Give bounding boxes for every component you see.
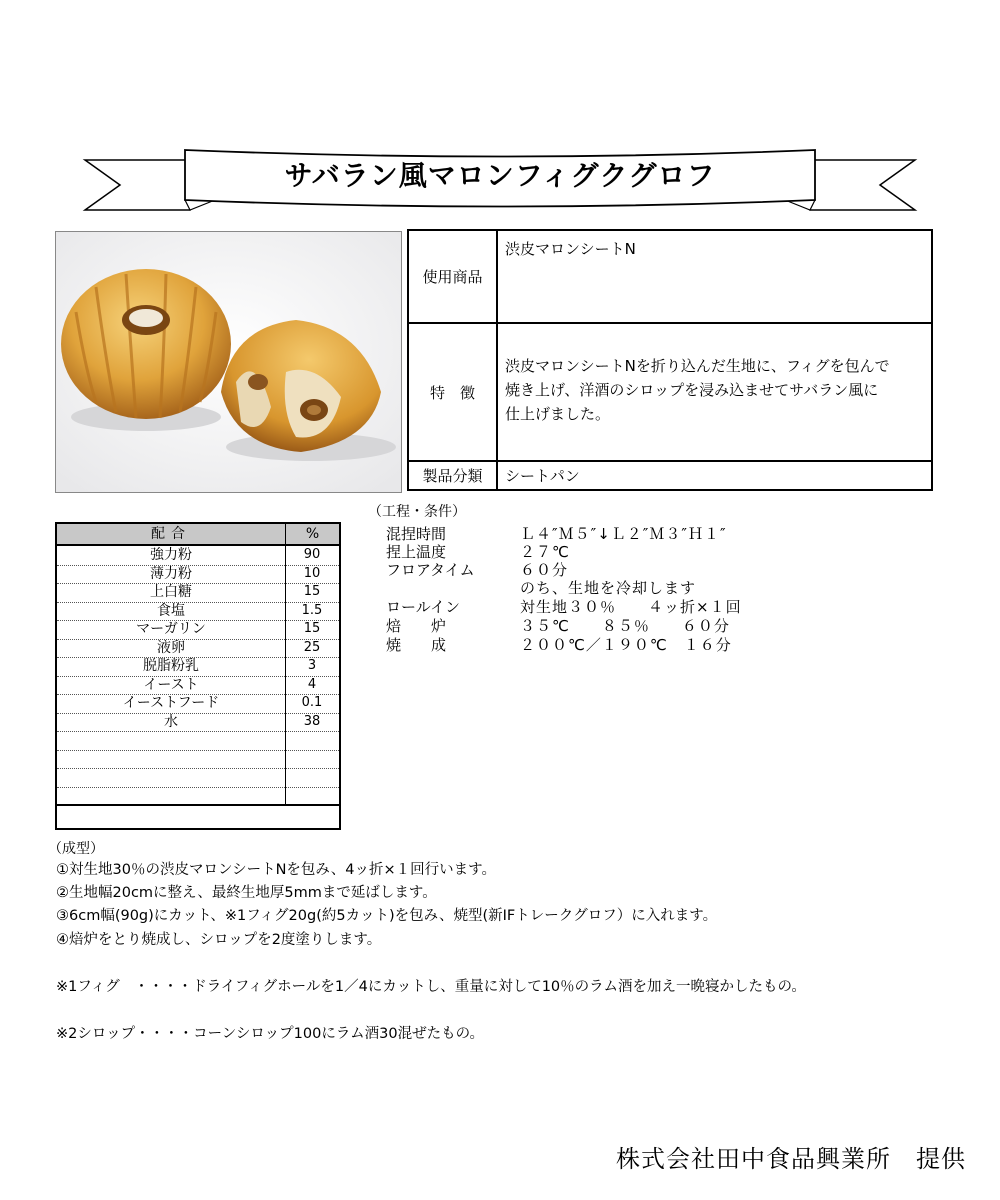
ingredient-pct: 1.5 xyxy=(301,602,323,618)
recipe-header xyxy=(57,524,339,546)
feature-line: 仕上げました。 xyxy=(505,405,611,423)
ingredient-name: マーガリン xyxy=(136,621,206,637)
category-row xyxy=(409,462,931,489)
recipe-footer xyxy=(57,804,339,806)
table-row xyxy=(57,602,339,622)
table-row xyxy=(57,620,339,640)
process-label: ロールイン xyxy=(386,598,460,616)
ingredient-name: イースト xyxy=(143,676,199,693)
ingredient-pct: 90 xyxy=(303,547,321,562)
table-row xyxy=(57,676,339,696)
process-label: 混捏時間 xyxy=(386,525,447,543)
table-row xyxy=(57,713,339,733)
process-label: 焙 炉 xyxy=(386,617,447,635)
ingredient-pct: 15 xyxy=(303,584,321,599)
process-value: ２００℃／１９０℃ １６分 xyxy=(520,636,732,654)
process-label: 捏上温度 xyxy=(386,543,447,561)
table-row xyxy=(57,565,339,585)
process-value: Ｌ４″Ｍ５″↓Ｌ２″Ｍ３″Ｈ１″ xyxy=(520,525,727,543)
recipe-table xyxy=(55,522,341,830)
feature-row xyxy=(409,324,931,462)
table-row xyxy=(57,546,339,566)
ingredient-pct: 4 xyxy=(307,676,317,692)
process-value: ６０分 xyxy=(520,561,569,579)
table-row-empty xyxy=(57,731,339,751)
ingredient-name: 強力粉 xyxy=(150,547,192,563)
table-row xyxy=(57,639,339,659)
process-value: のち、生地を冷却します xyxy=(520,579,697,597)
table-row xyxy=(57,694,339,714)
process-label: 焼 成 xyxy=(386,636,447,654)
forming-note: ※1フィグ ・・・・ドライフィグホールを1／4にカットし、重量に対して10％のラム酒を加え一晩寝かしたもの。 xyxy=(56,979,806,995)
product-value: 渋皮マロンシートN xyxy=(505,240,636,258)
table-row-empty xyxy=(57,750,339,770)
forming-step: ④焙炉をとり焼成し、シロップを2度塗りします。 xyxy=(56,932,382,948)
process-value: ２７℃ xyxy=(520,543,570,561)
feature-line: 渋皮マロンシートNを折り込んだ生地に、フィグを包んで xyxy=(505,357,890,375)
product-photo xyxy=(55,231,402,493)
ingredient-pct: 0.1 xyxy=(301,695,323,710)
feature-line: 焼き上げ、洋酒のシロップを浸み込ませてサバラン風に xyxy=(505,381,879,399)
product-row xyxy=(409,231,931,324)
page-title: サバラン風マロンフィグクグロフ xyxy=(284,159,716,192)
forming-step: ①対生地30％の渋皮マロンシートNを包み、4ッ折×１回行います。 xyxy=(56,862,497,878)
ingredient-pct: 3 xyxy=(307,658,317,673)
ingredient-pct: 38 xyxy=(303,713,321,729)
table-row xyxy=(57,657,339,677)
feature-text xyxy=(505,354,925,426)
credit-text: 株式会社田中食品興業所 提供 xyxy=(616,1145,966,1173)
category-label: 製品分類 xyxy=(409,462,498,489)
ingredient-pct: 10 xyxy=(303,565,321,581)
ingredient-name: 水 xyxy=(164,713,178,730)
process-value: ３５℃ ８５％ ６０分 xyxy=(520,617,730,635)
product-info-table xyxy=(407,229,933,491)
recipe-header-pct: % xyxy=(285,524,339,544)
process-title: （工程・条件） xyxy=(368,504,466,520)
process-value: 対生地３０％ ４ッ折×１回 xyxy=(520,598,742,616)
ingredient-name: イーストフード xyxy=(122,695,220,711)
process-label: フロアタイム xyxy=(386,561,475,579)
table-row-empty xyxy=(57,768,339,788)
ingredient-name: 脱脂粉乳 xyxy=(143,658,199,674)
feature-label: 特 徴 xyxy=(409,324,498,460)
ingredient-pct: 25 xyxy=(303,639,321,655)
category-value: シートパン xyxy=(505,467,580,485)
ingredient-name: 上白糖 xyxy=(150,584,192,600)
recipe-header-name: 配合 xyxy=(151,526,191,542)
forming-title: （成型） xyxy=(48,841,104,857)
ingredient-pct: 15 xyxy=(303,621,321,636)
forming-step: ②生地幅20cmに整え、最終生地厚5mmまで延ばします。 xyxy=(56,885,437,901)
product-label: 使用商品 xyxy=(409,231,498,322)
ingredient-name: 液卵 xyxy=(157,639,185,656)
forming-note: ※2シロップ・・・・コーンシロップ100にラム酒30混ぜたもの。 xyxy=(56,1026,485,1042)
table-row xyxy=(57,583,339,603)
ingredient-name: 食塩 xyxy=(157,602,185,619)
table-row-empty xyxy=(57,787,339,806)
ingredient-name: 薄力粉 xyxy=(150,565,192,582)
forming-step: ③6cm幅(90g)にカット、※1フィグ20g(約5カット)を包み、焼型(新IFトレークグロフ）に入れます。 xyxy=(56,908,718,924)
